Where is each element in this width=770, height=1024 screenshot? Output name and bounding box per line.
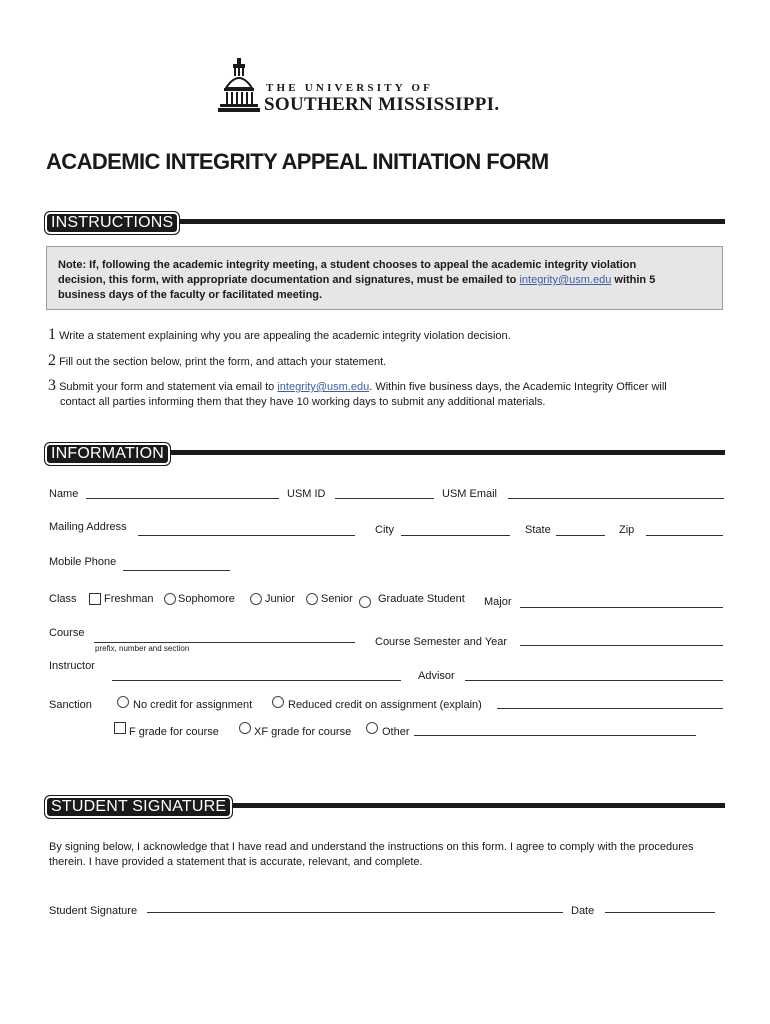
usm-email-label: USM Email — [442, 488, 498, 500]
city-label: City — [375, 524, 394, 536]
step-number: 1 — [48, 326, 56, 343]
sanction-xf-grade-radio[interactable] — [239, 722, 251, 734]
step-number: 2 — [48, 352, 56, 369]
step-text-tail: . Within five business days, the Academic Integrity Officer will — [369, 381, 667, 393]
sanction-xf-grade-label: XF grade for course — [254, 726, 352, 738]
date-field[interactable] — [605, 898, 715, 913]
note-line-3: business days of the faculty or facilitated meeting. — [58, 289, 323, 301]
class-freshman-checkbox[interactable] — [89, 593, 101, 605]
step-number: 3 — [48, 377, 56, 394]
step-text: Write a statement explaining why you are appealing the academic integrity violation decision. — [59, 330, 511, 342]
signature-statement-line-2: therein. I have provided a statement that is accurate, relevant, and complete. — [49, 856, 423, 868]
state-label: State — [525, 524, 551, 536]
instructions-heading: INSTRUCTIONS — [44, 211, 180, 235]
class-label: Class — [49, 593, 77, 605]
city-field[interactable] — [401, 521, 510, 536]
class-graduate-radio[interactable] — [359, 596, 371, 608]
note-line-2-text: decision, this form, with appropriate documentation and signatures, must be emailed to — [58, 274, 520, 286]
sanction-no-credit-label: No credit for assignment — [133, 699, 253, 711]
instructions-section-bar — [170, 219, 725, 224]
class-senior-radio[interactable] — [306, 593, 318, 605]
class-freshman-label: Freshman — [104, 593, 154, 605]
state-field[interactable] — [556, 521, 605, 536]
class-sophomore-radio[interactable] — [164, 593, 176, 605]
note-line-2-tail: within 5 — [611, 274, 656, 286]
information-section-bar — [168, 450, 725, 455]
instructor-field[interactable] — [112, 666, 401, 681]
instructor-label: Instructor — [49, 660, 95, 672]
name-label: Name — [49, 488, 79, 500]
sanction-reduced-credit-label: Reduced credit on assignment (explain) — [288, 699, 482, 711]
class-sophomore-label: Sophomore — [178, 593, 235, 605]
mobile-phone-field[interactable] — [123, 556, 230, 571]
date-label: Date — [571, 905, 595, 917]
usm-id-field[interactable] — [335, 484, 434, 499]
sanction-other-radio[interactable] — [366, 722, 378, 734]
advisor-label: Advisor — [418, 670, 455, 682]
course-hint: prefix, number and section — [95, 644, 190, 653]
form-title: ACADEMIC INTEGRITY APPEAL INITIATION FORM — [46, 149, 549, 174]
mobile-phone-label: Mobile Phone — [49, 556, 117, 568]
signature-heading: STUDENT SIGNATURE — [44, 795, 233, 819]
step-text: Submit your form and statement via email to — [59, 381, 278, 393]
name-field[interactable] — [86, 484, 279, 499]
sanction-f-grade-checkbox[interactable] — [114, 722, 126, 734]
usm-id-label: USM ID — [287, 488, 326, 500]
class-graduate-label: Graduate Student — [378, 593, 465, 605]
sanction-other-field[interactable] — [414, 721, 696, 736]
zip-label: Zip — [619, 524, 635, 536]
note-line-2 — [58, 273, 655, 287]
note-email-link[interactable]: integrity@usm.edu — [519, 274, 612, 286]
usm-email-field[interactable] — [508, 484, 724, 499]
instructions-note-box — [46, 246, 723, 310]
class-junior-radio[interactable] — [250, 593, 262, 605]
instruction-step-3-line-2: contact all parties informing them that they have 10 working days to submit any additional materials. — [60, 396, 546, 408]
sanction-reduced-credit-radio[interactable] — [272, 696, 284, 708]
sanction-label: Sanction — [49, 699, 92, 711]
instruction-step-3 — [48, 379, 667, 394]
major-label: Major — [484, 596, 512, 608]
university-name-line2: SOUTHERN MISSISSIPPI. — [264, 94, 500, 115]
signature-statement-line-1: By signing below, I acknowledge that I have read and understand the instructions on this form. I agree to comply with the procedures — [49, 841, 694, 853]
sanction-no-credit-radio[interactable] — [117, 696, 129, 708]
advisor-field[interactable] — [465, 666, 723, 681]
note-line-1: Note: If, following the academic integrity meeting, a student chooses to appeal the academic integrity violation — [58, 259, 637, 271]
university-logo — [218, 58, 518, 116]
course-semester-label: Course Semester and Year — [375, 636, 508, 648]
student-signature-label: Student Signature — [49, 905, 138, 917]
sanction-f-grade-label: F grade for course — [129, 726, 219, 738]
course-semester-field[interactable] — [520, 631, 723, 646]
instruction-step-2 — [48, 354, 386, 369]
mailing-address-label: Mailing Address — [49, 521, 127, 533]
mailing-address-field[interactable] — [138, 521, 355, 536]
sanction-other-label: Other — [382, 726, 410, 738]
student-signature-field[interactable] — [147, 898, 563, 913]
university-name-line1: THE UNIVERSITY OF — [266, 82, 434, 94]
major-field[interactable] — [520, 593, 723, 608]
capitol-dome-icon — [218, 58, 260, 114]
zip-field[interactable] — [646, 521, 723, 536]
class-senior-label: Senior — [321, 593, 353, 605]
signature-section-bar — [222, 803, 725, 808]
course-field[interactable] — [94, 628, 355, 643]
step-email-link[interactable]: integrity@usm.edu — [277, 381, 370, 393]
sanction-explain-field[interactable] — [497, 694, 723, 709]
course-label: Course — [49, 627, 85, 639]
step-text: Fill out the section below, print the form, and attach your statement. — [59, 356, 387, 368]
class-junior-label: Junior — [265, 593, 295, 605]
instruction-step-1 — [48, 328, 511, 343]
information-heading: INFORMATION — [44, 442, 171, 466]
